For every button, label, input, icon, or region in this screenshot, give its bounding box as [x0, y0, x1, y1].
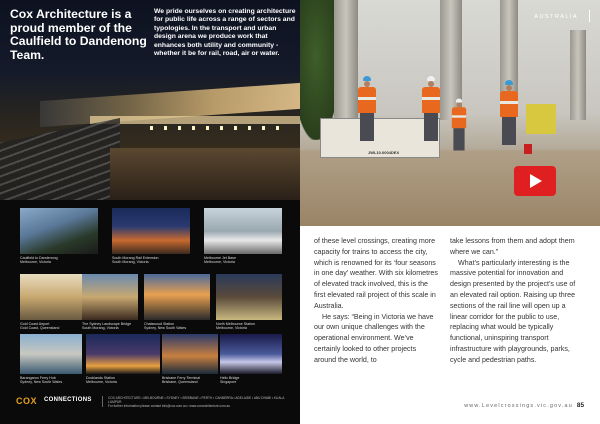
project-image: [204, 208, 282, 254]
project-name: Caulfield to Dandenong: [20, 256, 58, 260]
article-paragraph: What’s particularly interesting is the massive potential for innovation and design presented by the project’s use of an elevated rail option. Raising up three sections of the rail line will open up a linear corridor for the public to use, replacing what would be typically functional, uninspiring transport infrastructure with playgrounds, parks, cycle and pedestrian paths.: [450, 258, 576, 364]
left-title: Cox Architecture is a proud member of the Caulfield to Dandenong Team.: [10, 7, 147, 62]
project-location: Sydney, New South Wales: [144, 326, 187, 331]
left-intro: We pride ourselves on creating architecture for public life across a range of sectors and typologies. In the transport and urban design arena we produce work that enhances both utility and community - whether it be for rail, road, air or water.: [154, 8, 296, 58]
article-column-2: [450, 236, 576, 366]
construction-site-photo: [300, 0, 600, 226]
page-number: 85: [576, 402, 584, 409]
project-name: Barangaroo Ferry Hub: [20, 376, 56, 380]
project-image: [20, 334, 82, 374]
project-name: North Melbourne Station: [216, 322, 255, 326]
project-image: [220, 334, 282, 374]
project-name: The Sydney Landscape Bridge: [82, 322, 132, 326]
project-tile: [220, 334, 298, 384]
project-name: Helix Bridge: [220, 376, 240, 380]
project-image: [162, 334, 218, 374]
article-column-1: [314, 236, 440, 366]
right-page: [300, 0, 600, 424]
project-location: South Morang, Victoria: [112, 260, 149, 265]
article-paragraph: of these level crossings, creating more capacity for trains to access the city, which is renowned for its ‘four seasons in one day’ weather. With six kilometres of elevated track involved, this is the first elevated rail project of this scale in Australia.: [314, 237, 438, 310]
cox-logo: COX: [16, 396, 38, 406]
machine-label: JWL10.0004DEX: [368, 150, 400, 155]
project-tile: [216, 274, 294, 330]
project-location: South Morang, Victoria: [82, 326, 119, 331]
project-image: [216, 274, 282, 320]
project-image: [144, 274, 210, 320]
play-icon[interactable]: [514, 166, 556, 196]
project-location: Melbourne, Victoria: [216, 326, 247, 331]
footer-text: [108, 396, 298, 408]
project-name: Chatswood Station: [144, 322, 175, 326]
project-location: Gold Coast, Queensland: [20, 326, 60, 331]
page-footer: [464, 402, 584, 409]
project-image: [82, 274, 138, 320]
project-location: Brisbane, Queensland: [162, 380, 198, 385]
footer-contact[interactable]: For further information please contact info@cox.com.au • www.coxarchitecture.com.au: [108, 404, 230, 408]
project-location: Melbourne, Victoria: [20, 260, 51, 265]
project-tile: [86, 334, 164, 384]
section-tag: AUSTRALIA: [534, 14, 578, 20]
project-name: Docklands Station: [86, 376, 115, 380]
project-name: Gold Coast Airport: [20, 322, 50, 326]
project-image: [86, 334, 160, 374]
project-image: [112, 208, 190, 254]
footer-divider: [102, 396, 103, 407]
project-image: [20, 208, 98, 254]
section-tag-bar: [589, 10, 590, 22]
project-location: Sydney, New South Wales: [20, 380, 63, 385]
article-paragraph: He says: “Being in Victoria we have our own unique challenges with the operational environment. We’ve certainly looked to other projects around the world, to: [314, 312, 434, 364]
project-location: Singapore: [220, 380, 237, 385]
project-location: Melbourne, Victoria: [86, 380, 117, 385]
cox-footer: [16, 396, 288, 408]
connections-label: CONNECTIONS: [44, 397, 92, 403]
project-name: South Morang Rail Extension: [112, 256, 159, 260]
project-name: Brisbane Ferry Terminal: [162, 376, 201, 380]
project-tile: [112, 208, 190, 264]
project-tile: [20, 208, 98, 264]
article-paragraph: take lessons from them and adopt them where we can.”: [450, 237, 575, 256]
project-tile: [144, 274, 222, 330]
project-name: Melbourne Jet Base: [204, 256, 236, 260]
footer-offices: COX ARCHITECTURE • MELBOURNE • SYDNEY • BRISBANE • PERTH • CANBERRA • ADELAIDE • ABU DHABI • KUALA LUMPUR: [108, 396, 285, 404]
website-link[interactable]: www.Levelcrossings.vic.gov.au: [464, 403, 573, 409]
project-tile: [204, 208, 282, 264]
project-location: Melbourne, Victoria: [204, 260, 235, 265]
